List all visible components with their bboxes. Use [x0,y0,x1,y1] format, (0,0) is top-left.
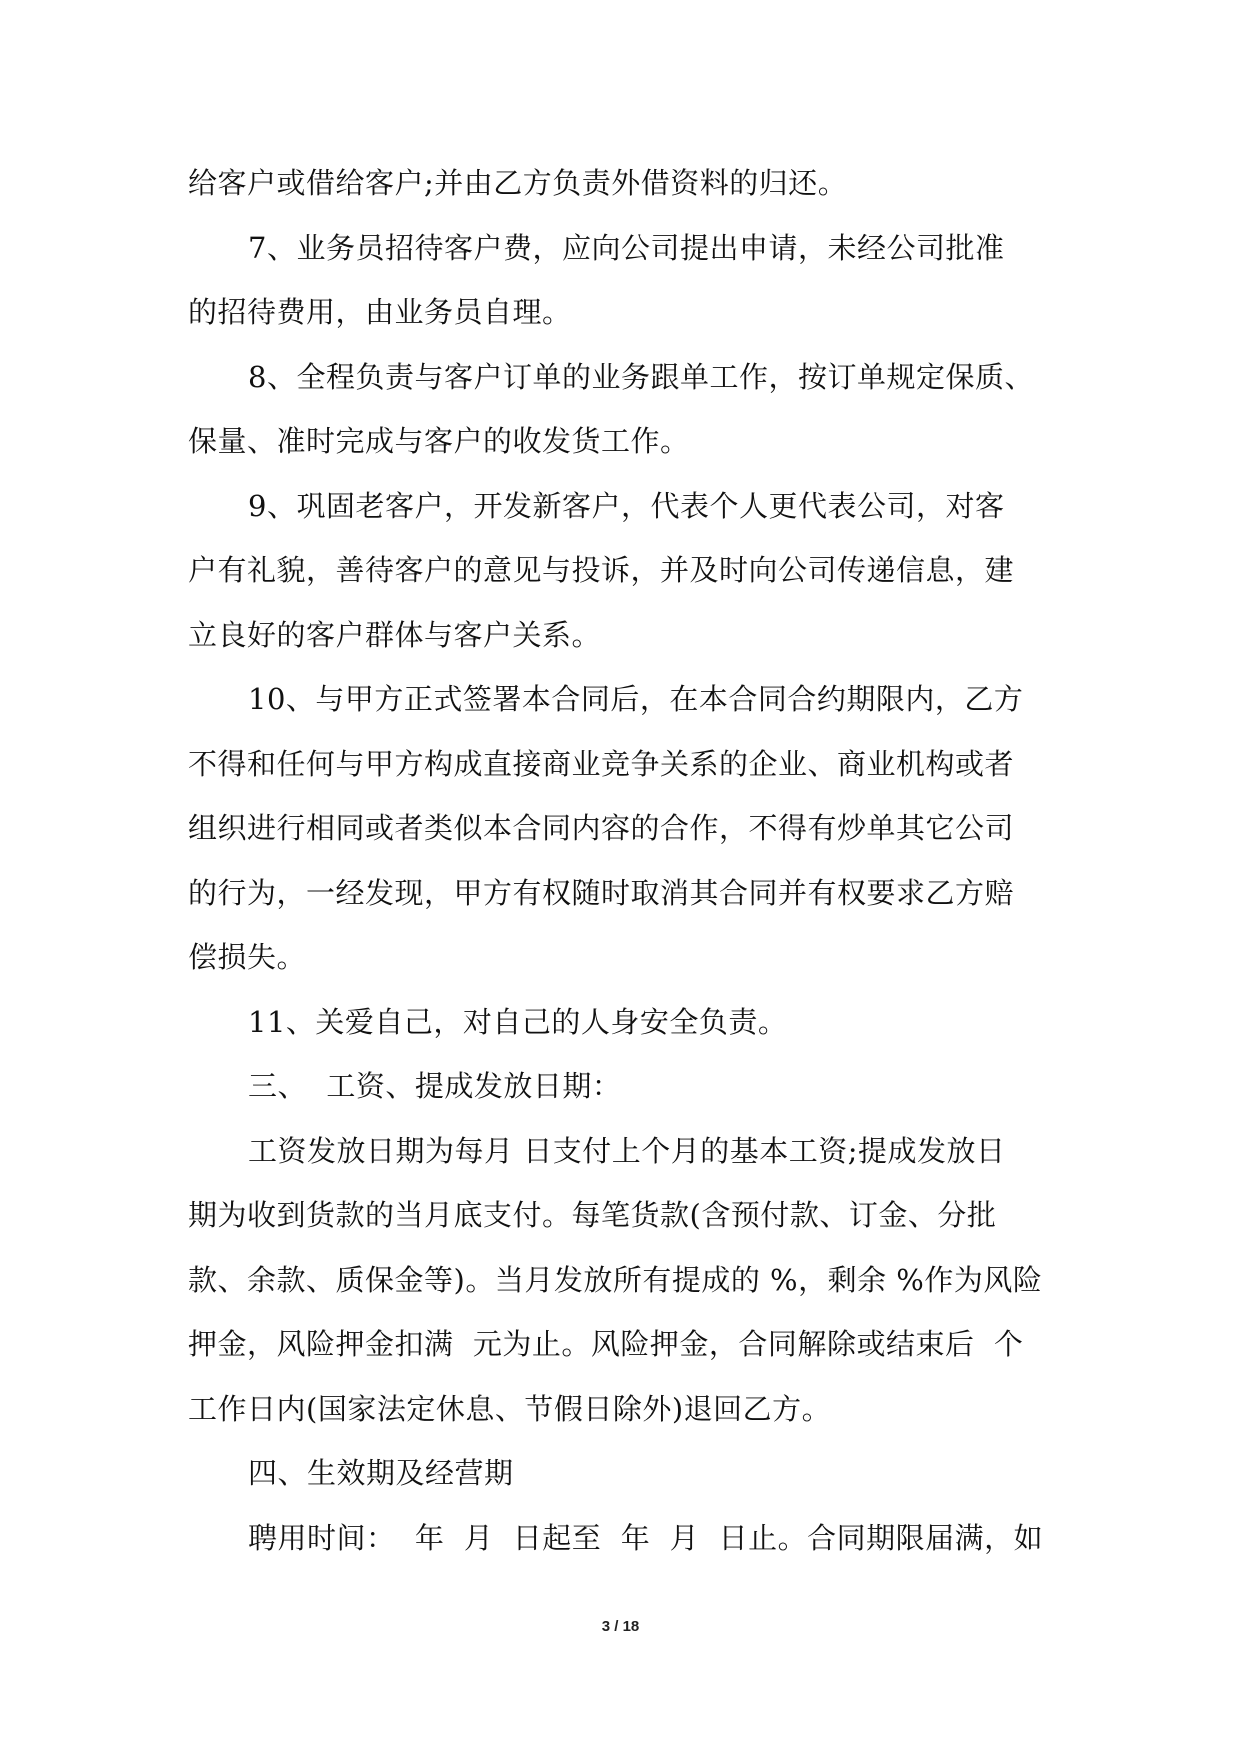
text-line: 押金，风险押金扣满 元为止。风险押金，合同解除或结束后 个 [188,1327,1024,1361]
section-3-heading: 三、 工资、提成发放日期： [248,1069,622,1103]
page-number: 3 / 18 [601,1618,640,1635]
text-line: 工作日内(国家法定休息、节假日除外)退回乙方。 [188,1391,832,1426]
clause-8-line: 8、全程负责与客户订单的业务跟单工作，按订单规定保质、 [248,359,1034,394]
clause-10-line: 10、与甲方正式签署本合同后，在本合同合约期限内，乙方 [248,682,1024,716]
text-line: 立良好的客户群体与客户关系。 [188,617,602,652]
contract-body-text [188,151,1068,1570]
text-line: 期为收到货款的当月底支付。每笔货款(含预付款、订金、分批 [188,1198,997,1232]
text-line: 偿损失。 [188,940,307,974]
text-line: 户有礼貌，善待客户的意见与投诉，并及时向公司传递信息，建 [188,553,1015,587]
text-line: 保量、准时完成与客户的收发货工作。 [188,424,690,458]
section-4-heading: 四、生效期及经营期 [248,1456,514,1490]
clause-9-line: 9、巩固老客户，开发新客户，代表个人更代表公司，对客 [248,488,1005,523]
text-line: 的招待费用，由业务员自理。 [188,295,572,329]
text-line: 组织进行相同或者类似本合同内容的合作，不得有炒单其它公司 [188,811,1015,845]
employment-period-line: 聘用时间： 年 月 日起至 年 月 日止。合同期限届满，如 [248,1520,1044,1555]
salary-paragraph-line: 工资发放日期为每月 日支付上个月的基本工资;提成发放日 [248,1133,1006,1168]
clause-7-line: 7、业务员招待客户费，应向公司提出申请，未经公司批准 [248,230,1005,265]
clause-11-line: 11、关爱自己，对自己的人身安全负责。 [248,1004,788,1039]
text-line: 不得和任何与甲方构成直接商业竞争关系的企业、商业机构或者 [188,746,1015,781]
text-line: 的行为，一经发现，甲方有权随时取消其合同并有权要求乙方赔 [188,875,1015,910]
text-line: 给客户或借给客户;并由乙方负责外借资料的归还。 [188,166,848,200]
text-line: 款、余款、质保金等)。当月发放所有提成的 %，剩余 %作为风险 [188,1262,1043,1297]
